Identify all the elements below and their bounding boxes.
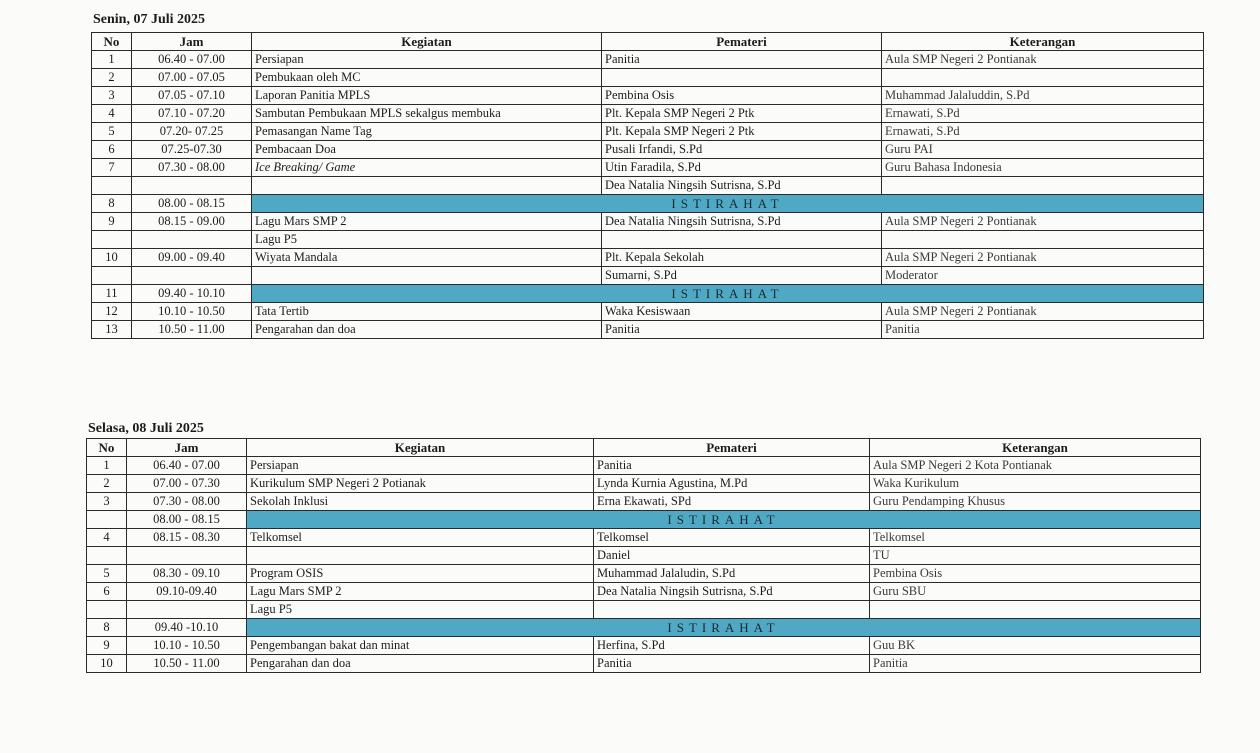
cell-kegiatan: Program OSIS: [247, 565, 594, 583]
cell-no: 5: [87, 565, 127, 583]
cell-kegiatan: Wiyata Mandala: [252, 249, 602, 267]
cell-jam: 10.50 - 11.00: [132, 321, 252, 339]
break-row: [92, 285, 1204, 303]
table-row: [87, 655, 1201, 673]
cell-no: 7: [92, 159, 132, 177]
table-row: [92, 177, 1204, 195]
cell-no: 10: [92, 249, 132, 267]
cell-kegiatan: [252, 177, 602, 195]
cell-no: 6: [92, 141, 132, 159]
cell-no: 4: [92, 105, 132, 123]
cell-no: [87, 511, 127, 529]
cell-no: 3: [87, 493, 127, 511]
table-row: [92, 105, 1204, 123]
cell-istirahat: ISTIRAHAT: [247, 619, 1201, 637]
cell-pemateri: Muhammad Jalaludin, S.Pd: [594, 565, 870, 583]
table-row: [92, 303, 1204, 321]
cell-jam: 07.05 - 07.10: [132, 87, 252, 105]
cell-keterangan: [882, 69, 1204, 87]
cell-pemateri: Lynda Kurnia Agustina, M.Pd: [594, 475, 870, 493]
cell-kegiatan: Kurikulum SMP Negeri 2 Potianak: [247, 475, 594, 493]
cell-kegiatan: Telkomsel: [247, 529, 594, 547]
table-row: [87, 583, 1201, 601]
cell-kegiatan: Ice Breaking/ Game: [252, 159, 602, 177]
header-pemateri: Pemateri: [602, 33, 882, 51]
cell-pemateri: Pembina Osis: [602, 87, 882, 105]
cell-jam: 09.40 -10.10: [127, 619, 247, 637]
cell-jam: 09.40 - 10.10: [132, 285, 252, 303]
cell-no: 8: [92, 195, 132, 213]
cell-keterangan: Aula SMP Negeri 2 Pontianak: [882, 213, 1204, 231]
cell-jam: 10.10 - 10.50: [127, 637, 247, 655]
table-row: [92, 249, 1204, 267]
header-keterangan: Keterangan: [882, 33, 1204, 51]
cell-kegiatan: Lagu Mars SMP 2: [252, 213, 602, 231]
cell-pemateri: Daniel: [594, 547, 870, 565]
cell-no: [92, 231, 132, 249]
cell-kegiatan: Lagu P5: [247, 601, 594, 619]
cell-jam: 08.00 - 08.15: [127, 511, 247, 529]
day-title-senin: Senin, 07 Juli 2025: [93, 12, 206, 27]
table-row: [92, 87, 1204, 105]
cell-keterangan: Pembina Osis: [870, 565, 1201, 583]
cell-kegiatan: Tata Tertib: [252, 303, 602, 321]
cell-jam: 09.10-09.40: [127, 583, 247, 601]
cell-keterangan: Ernawati, S.Pd: [882, 105, 1204, 123]
cell-no: 2: [87, 475, 127, 493]
cell-jam: 07.00 - 07.05: [132, 69, 252, 87]
cell-keterangan: Panitia: [882, 321, 1204, 339]
cell-no: 4: [87, 529, 127, 547]
cell-kegiatan: Pemasangan Name Tag: [252, 123, 602, 141]
header-jam: Jam: [132, 33, 252, 51]
cell-pemateri: Panitia: [594, 457, 870, 475]
header-no: No: [92, 33, 132, 51]
cell-jam: 09.00 - 09.40: [132, 249, 252, 267]
cell-pemateri: Pusali Irfandi, S.Pd: [602, 141, 882, 159]
cell-keterangan: TU: [870, 547, 1201, 565]
cell-jam: 07.00 - 07.30: [127, 475, 247, 493]
cell-kegiatan: Persiapan: [252, 51, 602, 69]
cell-no: [87, 601, 127, 619]
table-row: [92, 159, 1204, 177]
cell-pemateri: Dea Natalia Ningsih Sutrisna, S.Pd: [594, 583, 870, 601]
break-row: [87, 511, 1201, 529]
header-kegiatan: Kegiatan: [247, 439, 594, 457]
cell-no: 13: [92, 321, 132, 339]
cell-no: 8: [87, 619, 127, 637]
cell-kegiatan: Pengarahan dan doa: [252, 321, 602, 339]
schedule-body-senin: [92, 51, 1204, 339]
table-row: [87, 637, 1201, 655]
table-header-row: [92, 33, 1204, 51]
cell-jam: 08.30 - 09.10: [127, 565, 247, 583]
cell-keterangan: Waka Kurikulum: [870, 475, 1201, 493]
table-row: [92, 213, 1204, 231]
cell-kegiatan: [252, 267, 602, 285]
table-row: [92, 123, 1204, 141]
cell-pemateri: Panitia: [594, 655, 870, 673]
cell-jam: [132, 267, 252, 285]
cell-keterangan: Aula SMP Negeri 2 Pontianak: [882, 249, 1204, 267]
table-row: [92, 321, 1204, 339]
cell-jam: 10.50 - 11.00: [127, 655, 247, 673]
cell-pemateri: Sumarni, S.Pd: [602, 267, 882, 285]
cell-jam: 06.40 - 07.00: [132, 51, 252, 69]
cell-keterangan: [870, 601, 1201, 619]
table-row: [92, 231, 1204, 249]
cell-pemateri: [602, 69, 882, 87]
cell-keterangan: Aula SMP Negeri 2 Pontianak: [882, 51, 1204, 69]
cell-pemateri: Plt. Kepala SMP Negeri 2 Ptk: [602, 123, 882, 141]
table-row: [87, 529, 1201, 547]
table-row: [87, 601, 1201, 619]
table-row: [87, 547, 1201, 565]
cell-keterangan: [882, 231, 1204, 249]
cell-pemateri: [602, 231, 882, 249]
header-jam: Jam: [127, 439, 247, 457]
cell-pemateri: Panitia: [602, 321, 882, 339]
cell-istirahat: ISTIRAHAT: [252, 195, 1204, 213]
cell-keterangan: [882, 177, 1204, 195]
cell-no: [92, 267, 132, 285]
table-header-row: [87, 439, 1201, 457]
cell-no: 12: [92, 303, 132, 321]
schedule-table-senin: [91, 32, 1204, 339]
cell-keterangan: Muhammad Jalaluddin, S.Pd: [882, 87, 1204, 105]
cell-kegiatan: Pengembangan bakat dan minat: [247, 637, 594, 655]
cell-no: 11: [92, 285, 132, 303]
cell-no: 1: [92, 51, 132, 69]
cell-jam: 08.15 - 08.30: [127, 529, 247, 547]
header-keterangan: Keterangan: [870, 439, 1201, 457]
table-row: [87, 475, 1201, 493]
cell-jam: 07.10 - 07.20: [132, 105, 252, 123]
cell-keterangan: Ernawati, S.Pd: [882, 123, 1204, 141]
table-row: [87, 457, 1201, 475]
cell-keterangan: Guru SBU: [870, 583, 1201, 601]
cell-pemateri: Dea Natalia Ningsih Sutrisna, S.Pd: [602, 177, 882, 195]
cell-jam: 10.10 - 10.50: [132, 303, 252, 321]
cell-pemateri: Waka Kesiswaan: [602, 303, 882, 321]
cell-kegiatan: Laporan Panitia MPLS: [252, 87, 602, 105]
cell-jam: [127, 547, 247, 565]
cell-jam: 07.25-07.30: [132, 141, 252, 159]
cell-pemateri: [594, 601, 870, 619]
cell-keterangan: Guu BK: [870, 637, 1201, 655]
break-row: [87, 619, 1201, 637]
cell-pemateri: Plt. Kepala SMP Negeri 2 Ptk: [602, 105, 882, 123]
cell-no: 5: [92, 123, 132, 141]
cell-no: 3: [92, 87, 132, 105]
schedule-table-selasa: [86, 438, 1201, 673]
cell-pemateri: Erna Ekawati, SPd: [594, 493, 870, 511]
cell-keterangan: Guru Pendamping Khusus: [870, 493, 1201, 511]
table-row: [92, 51, 1204, 69]
cell-pemateri: Herfina, S.Pd: [594, 637, 870, 655]
cell-pemateri: Telkomsel: [594, 529, 870, 547]
cell-pemateri: Dea Natalia Ningsih Sutrisna, S.Pd: [602, 213, 882, 231]
cell-kegiatan: Persiapan: [247, 457, 594, 475]
cell-no: 9: [92, 213, 132, 231]
cell-jam: 08.15 - 09.00: [132, 213, 252, 231]
cell-no: [92, 177, 132, 195]
cell-keterangan: Guru Bahasa Indonesia: [882, 159, 1204, 177]
cell-istirahat: ISTIRAHAT: [252, 285, 1204, 303]
cell-kegiatan: Sambutan Pembukaan MPLS sekalgus membuka: [252, 105, 602, 123]
cell-jam: [132, 177, 252, 195]
cell-no: [87, 547, 127, 565]
cell-kegiatan: Pembacaan Doa: [252, 141, 602, 159]
cell-istirahat: ISTIRAHAT: [247, 511, 1201, 529]
cell-keterangan: Aula SMP Negeri 2 Kota Pontianak: [870, 457, 1201, 475]
header-kegiatan: Kegiatan: [252, 33, 602, 51]
cell-keterangan: Panitia: [870, 655, 1201, 673]
cell-keterangan: Moderator: [882, 267, 1204, 285]
cell-kegiatan: Sekolah Inklusi: [247, 493, 594, 511]
cell-no: 1: [87, 457, 127, 475]
cell-jam: 07.30 - 08.00: [127, 493, 247, 511]
cell-no: 10: [87, 655, 127, 673]
table-row: [92, 69, 1204, 87]
cell-keterangan: Aula SMP Negeri 2 Pontianak: [882, 303, 1204, 321]
cell-pemateri: Panitia: [602, 51, 882, 69]
cell-pemateri: Plt. Kepala Sekolah: [602, 249, 882, 267]
cell-pemateri: Utin Faradila, S.Pd: [602, 159, 882, 177]
cell-keterangan: Guru PAI: [882, 141, 1204, 159]
cell-kegiatan: Pengarahan dan doa: [247, 655, 594, 673]
cell-kegiatan: [247, 547, 594, 565]
cell-jam: [132, 231, 252, 249]
cell-keterangan: Telkomsel: [870, 529, 1201, 547]
day-title-selasa: Selasa, 08 Juli 2025: [88, 421, 204, 436]
cell-no: 2: [92, 69, 132, 87]
schedule-body-selasa: [87, 457, 1201, 673]
table-row: [87, 565, 1201, 583]
cell-jam: [127, 601, 247, 619]
cell-no: 9: [87, 637, 127, 655]
header-pemateri: Pemateri: [594, 439, 870, 457]
cell-jam: 07.20- 07.25: [132, 123, 252, 141]
break-row: [92, 195, 1204, 213]
cell-jam: 06.40 - 07.00: [127, 457, 247, 475]
cell-kegiatan: Pembukaan oleh MC: [252, 69, 602, 87]
cell-kegiatan: Lagu P5: [252, 231, 602, 249]
header-no: No: [87, 439, 127, 457]
table-row: [92, 267, 1204, 285]
cell-no: 6: [87, 583, 127, 601]
cell-jam: 07.30 - 08.00: [132, 159, 252, 177]
table-row: [92, 141, 1204, 159]
cell-kegiatan: Lagu Mars SMP 2: [247, 583, 594, 601]
cell-jam: 08.00 - 08.15: [132, 195, 252, 213]
table-row: [87, 493, 1201, 511]
